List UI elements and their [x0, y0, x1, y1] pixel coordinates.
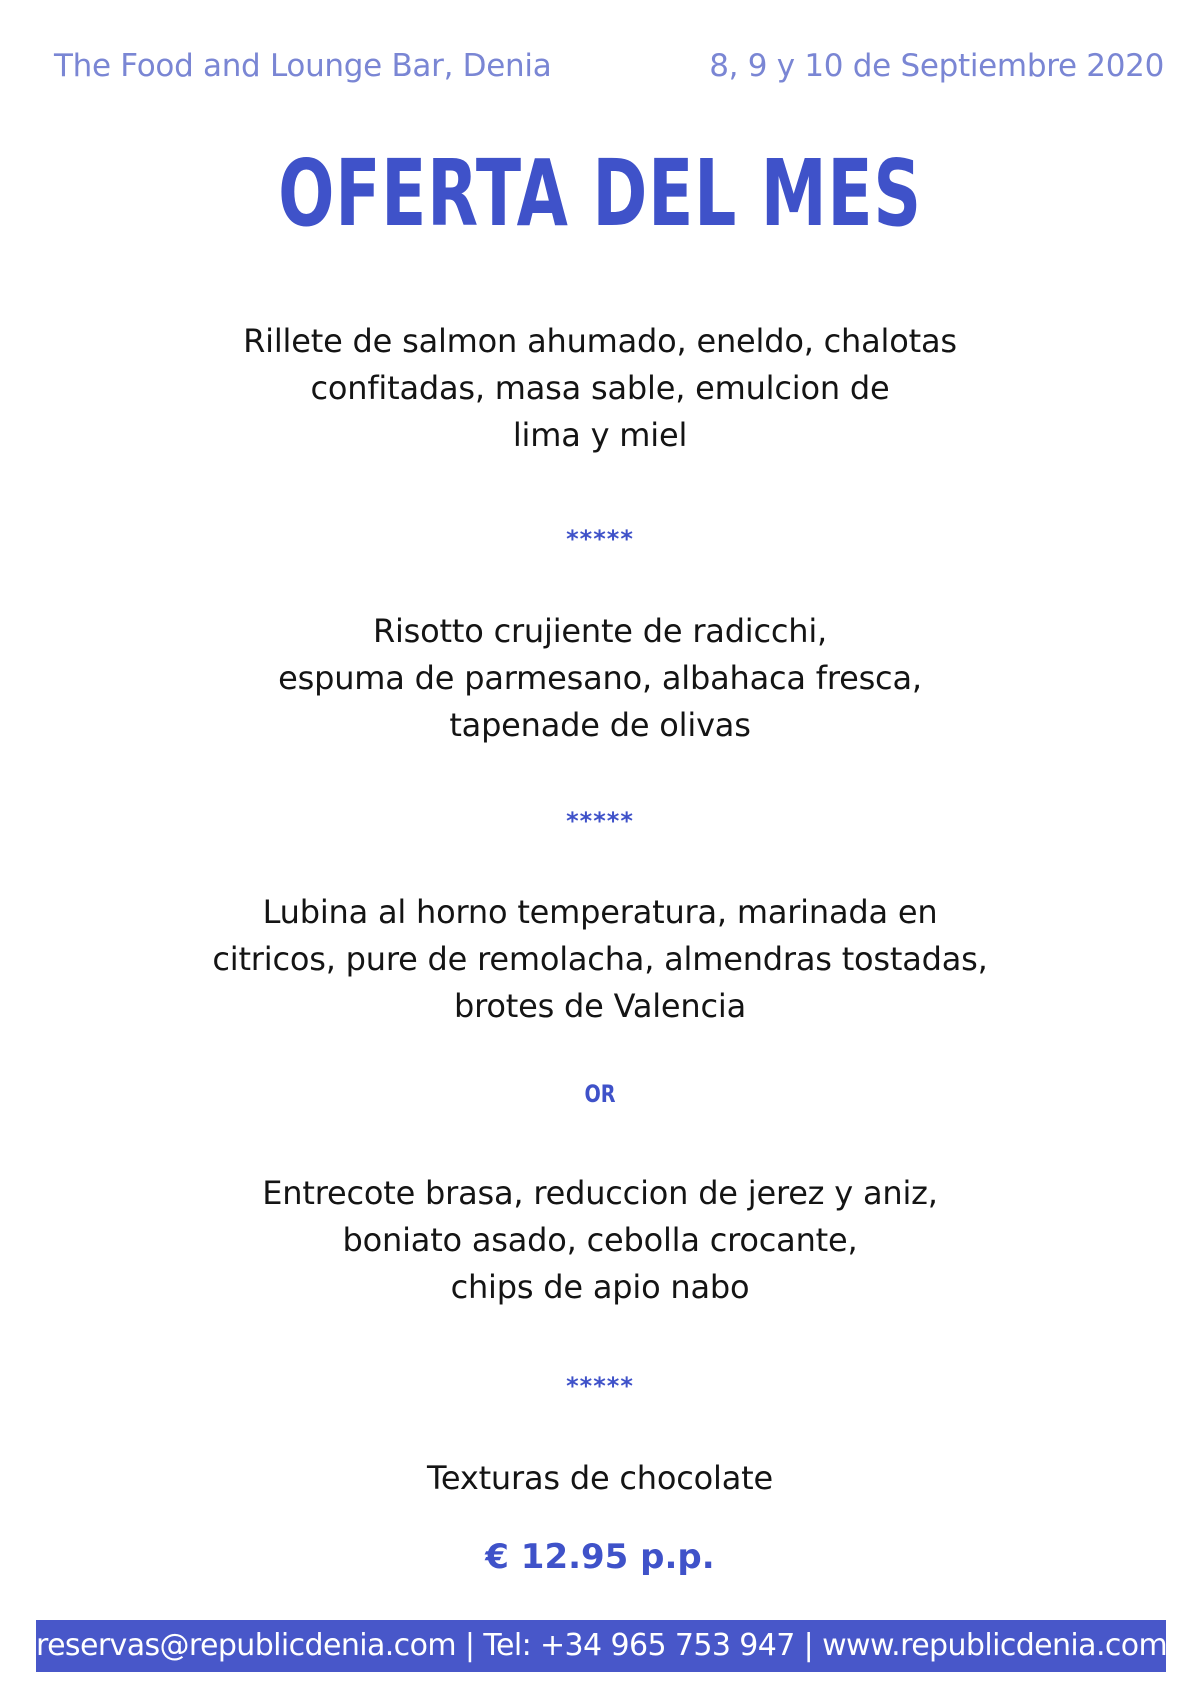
header: [0, 48, 1200, 92]
separator: *****: [566, 525, 634, 553]
course-line: espuma de parmesano, albahaca fresca,: [278, 659, 922, 697]
separator: *****: [566, 807, 634, 835]
course-line: Lubina al horno temperatura, marinada en: [262, 893, 938, 931]
course-starter: [0, 318, 1200, 459]
course-line: citricos, pure de remolacha, almendras tostadas,: [212, 940, 988, 978]
course-line: lima y miel: [512, 416, 688, 454]
course-line: confitadas, masa sable, emulcion de: [310, 369, 890, 407]
event-dates: 8, 9 y 10 de Septiembre 2020: [709, 48, 1164, 84]
course-line: Texturas de chocolate: [427, 1459, 773, 1497]
phone-number: Tel: +34 965 753 947: [483, 1628, 795, 1663]
course-line: brotes de Valencia: [454, 987, 746, 1025]
course-line: Risotto crujiente de radicchi,: [372, 612, 828, 650]
website-link[interactable]: www.republicdenia.com: [822, 1628, 1168, 1663]
course-line: Entrecote brasa, reduccion de jerez y aniz,: [262, 1174, 938, 1212]
course-line: tapenade de olivas: [449, 706, 751, 744]
contact-footer: [36, 1620, 1166, 1672]
page-title: OFERTA DEL MES: [278, 140, 922, 247]
separator: *****: [566, 1372, 634, 1400]
footer-divider: |: [794, 1628, 823, 1663]
course-dessert: [0, 1455, 1200, 1502]
footer-divider: |: [455, 1628, 484, 1663]
or-label: OR: [584, 1080, 616, 1108]
course-line: chips de apio nabo: [450, 1268, 750, 1306]
course-risotto: [0, 608, 1200, 749]
course-meat: [0, 1170, 1200, 1311]
price: € 12.95 p.p.: [485, 1537, 715, 1577]
course-line: boniato asado, cebolla crocante,: [342, 1221, 858, 1259]
email-link[interactable]: reservas@republicdenia.com: [36, 1628, 456, 1663]
course-line: Rillete de salmon ahumado, eneldo, chalotas: [243, 322, 957, 360]
venue-name: The Food and Lounge Bar, Denia: [54, 48, 552, 84]
course-fish: [0, 889, 1200, 1030]
